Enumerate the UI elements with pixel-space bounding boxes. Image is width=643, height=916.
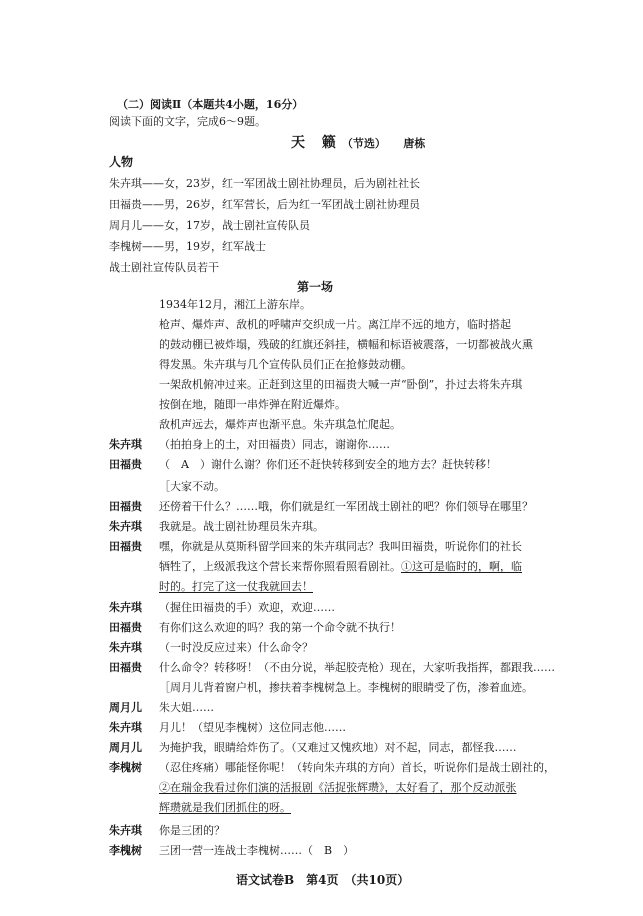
dialogue-line: （握住田福贵的手）欢迎，欢迎…… bbox=[159, 601, 335, 614]
dialogue-line: 还傍着干什么？……哦，你们就是红一军团战士剧社的吧？你们领导在哪里？ bbox=[159, 500, 533, 513]
underlined-sentence-2: ②在瑞金我看过你们演的活报剧《活捉张辉瓒》，太好看了，那个反动派张 bbox=[159, 781, 517, 794]
speaker-name: 田福贵 bbox=[109, 458, 142, 471]
scene-time: 1934年12月，湘江上游东岸。 bbox=[159, 298, 311, 311]
character-troupe: 战士剧社宣传队员若干 bbox=[109, 261, 219, 274]
speaker-name: 周月儿 bbox=[109, 741, 142, 754]
underlined-sentence-1: ①这可是临时的，啊，临 bbox=[401, 560, 522, 573]
stage-direction: 的鼓动棚已被炸塌，残破的红旗还斜挂，横幅和标语被震落，一切都被战火熏 bbox=[159, 338, 533, 351]
speaker-name: 朱卉琪 bbox=[109, 641, 142, 654]
play-author: 唐栋 bbox=[403, 137, 426, 150]
dialogue-text: 牺牲了，上级派我这个营长来帮你照看照看剧社。 bbox=[159, 560, 401, 573]
play-subtitle: （节选） bbox=[341, 137, 386, 150]
speaker-name: 朱卉琪 bbox=[109, 438, 142, 451]
character-zhu: 朱卉琪——女，23岁，红一军团战士剧社协理员，后为剧社社长 bbox=[109, 177, 420, 190]
speaker-name: 田福贵 bbox=[109, 500, 142, 513]
speaker-name: 李槐树 bbox=[109, 761, 142, 774]
speaker-name: 朱卉琪 bbox=[109, 824, 142, 837]
dialogue-line: 为掩护我，眼睛给炸伤了。（又难过又愧疚地）对不起，同志，都怪我…… bbox=[159, 741, 517, 754]
dialogue-line: 什么命令？转移呀！（不由分说，举起胶壳枪）现在，大家听我指挥，都跟我…… bbox=[159, 661, 555, 674]
dialogue-line: 我就是。战士剧社协理员朱卉琪。 bbox=[159, 520, 324, 533]
speaker-name: 田福贵 bbox=[109, 540, 142, 553]
speaker-name: 李槐树 bbox=[109, 844, 142, 857]
dialogue-line: 你是三团的？ bbox=[159, 824, 225, 837]
dialogue-line: （忍住疼痛）哪能怪你呢！（转向朱卉琪的方向）首长，听说你们是战士剧社的， bbox=[159, 761, 555, 774]
stage-direction: 得发黑。朱卉琪与几个宣传队员们正在抢修鼓动棚。 bbox=[159, 358, 412, 371]
dialogue-line: 嘿，你就是从莫斯科留学回来的朱卉琪同志？我叫田福贵，听说你们的社长 bbox=[159, 540, 522, 553]
stage-direction: 敌机声远去，爆炸声也渐平息。朱卉琪急忙爬起。 bbox=[159, 418, 401, 431]
scene-heading: 第一场 bbox=[297, 280, 334, 294]
play-title-line bbox=[291, 136, 425, 151]
dialogue-line: （拍拍身上的土，对田福贵）同志，谢谢你…… bbox=[159, 438, 390, 451]
dialogue-line: 三团一营一连战士李槐树……（ B ） bbox=[159, 844, 355, 857]
dialogue-line: （ A ）谢什么谢？你们还不赶快转移到安全的地方去？赶快转移！ bbox=[159, 458, 497, 471]
section-instruction: 阅读下面的文字，完成6～9题。 bbox=[109, 115, 266, 128]
speaker-name: 朱卉琪 bbox=[109, 721, 142, 734]
underlined-sentence-2-cont: 辉瓒就是我们团抓住的呀。 bbox=[159, 801, 291, 814]
section-heading: （二）阅读Ⅱ（本题共4小题，16分） bbox=[117, 98, 304, 111]
stage-direction: ［大家不动。 bbox=[159, 480, 225, 493]
speaker-name: 田福贵 bbox=[109, 621, 142, 634]
dialogue-line: 朱大姐…… bbox=[159, 701, 214, 714]
stage-direction: 枪声、爆炸声、敌机的呼啸声交织成一片。离江岸不远的地方，临时搭起 bbox=[159, 318, 511, 331]
dialogue-line bbox=[159, 560, 522, 574]
speaker-name: 朱卉琪 bbox=[109, 601, 142, 614]
speaker-name: 周月儿 bbox=[109, 701, 142, 714]
speaker-name: 田福贵 bbox=[109, 661, 142, 674]
underlined-sentence-1-cont: 时的。打完了这一仗我就回去！ bbox=[159, 580, 313, 593]
character-li: 李槐树——男，19岁，红军战士 bbox=[109, 240, 266, 253]
speaker-name: 朱卉琪 bbox=[109, 520, 142, 533]
dialogue-line: 月儿！（望见李槐树）这位同志他…… bbox=[159, 721, 346, 734]
character-tian: 田福贵——男，26岁，红军营长，后为红一军团战士剧社协理员 bbox=[109, 198, 420, 211]
play-title: 天 籁 bbox=[291, 135, 342, 151]
character-zhou: 周月儿——女，17岁，战士剧社宣传队员 bbox=[109, 219, 310, 232]
page-footer: 语文试卷B 第4页 （共10页） bbox=[236, 873, 410, 887]
stage-direction: 一架敌机俯冲过来。正赶到这里的田福贵大喊一声“卧倒”，扑过去将朱卉琪 bbox=[159, 378, 523, 391]
stage-direction: ［周月儿背着窗户机，掺扶着李槐树急上。李槐树的眼睛受了伤，渗着血迹。 bbox=[159, 681, 533, 694]
dialogue-line: （一时没反应过来）什么命令？ bbox=[159, 641, 313, 654]
stage-direction: 按倒在地，随即一串炸弹在附近爆炸。 bbox=[159, 398, 346, 411]
characters-heading: 人物 bbox=[109, 155, 134, 169]
dialogue-line: 有你们这么欢迎的吗？我的第一个命令就不执行！ bbox=[159, 621, 401, 634]
